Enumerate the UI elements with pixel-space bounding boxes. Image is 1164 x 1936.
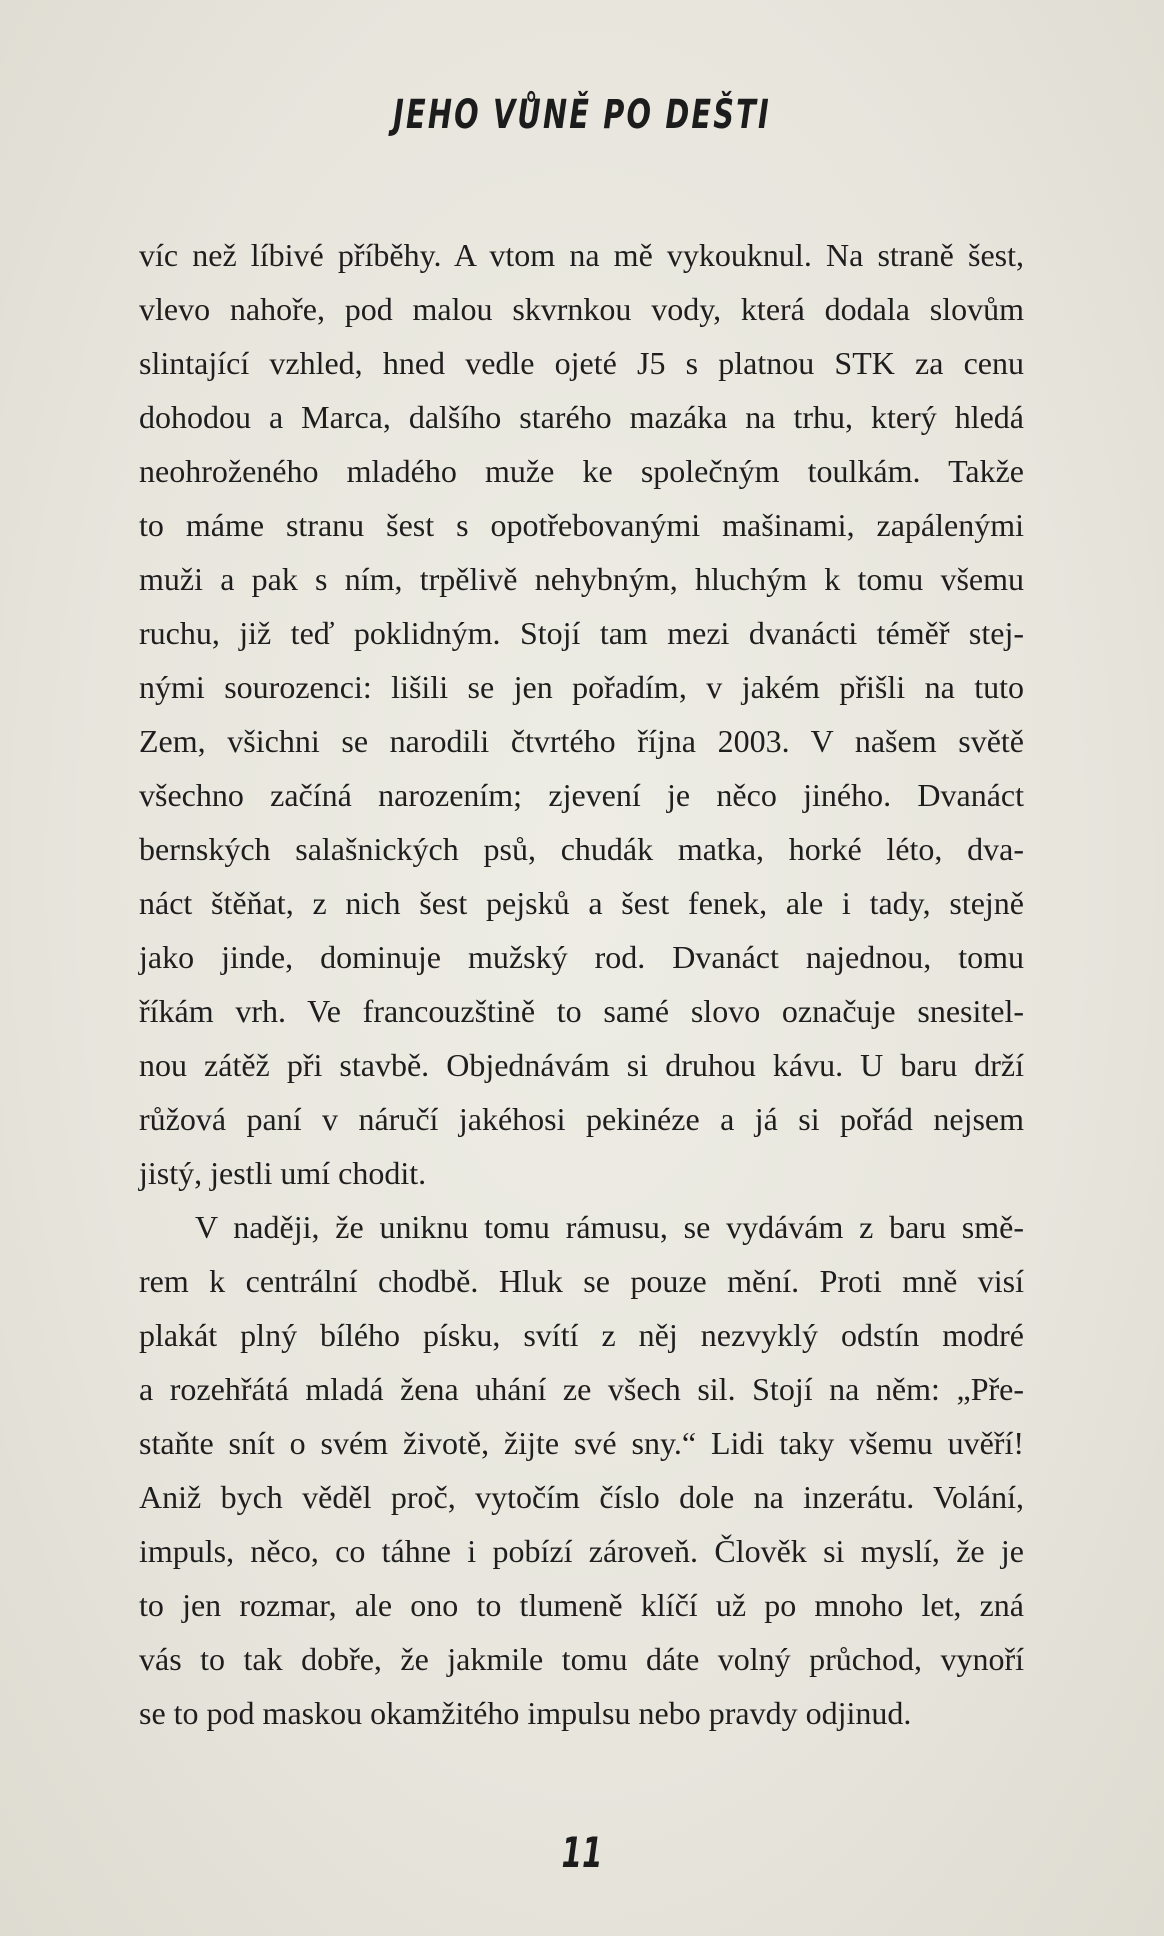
paragraph-2 [139,1200,1024,1740]
text-line: rem k centrální chodbě. Hluk se pouze mění. Proti mně visí [139,1263,1024,1299]
text-line: náct štěňat, z nich šest pejsků a šest fenek, ale i tady, stejně [139,885,1024,921]
text-line: říkám vrh. Ve francouzštině to samé slovo označuje snesitel- [139,993,1024,1029]
text-line: růžová paní v náručí jakéhosi pekinéze a já si pořád nejsem [139,1101,1024,1137]
text-line: V naději, že uniknu tomu rámusu, se vydávám z baru smě- [195,1209,1024,1245]
paragraph-1 [139,228,1024,1200]
text-line: staňte snít o svém životě, žijte své sny.“ Lidi taky všemu uvěří! [139,1425,1024,1461]
text-line: nými sourozenci: lišili se jen pořadím, v jakém přišli na tuto [139,669,1024,705]
text-line: muži a pak s ním, trpělivě nehybným, hluchým k tomu všemu [139,561,1024,597]
text-line: slintající vzhled, hned vedle ojeté J5 s platnou STK za cenu [139,345,1024,381]
text-line: jako jinde, dominuje mužský rod. Dvanáct najednou, tomu [139,939,1024,975]
text-line: Zem, všichni se narodili čtvrtého října 2003. V našem světě [139,723,1024,759]
text-line: a rozehřátá mladá žena uhání ze všech sil. Stojí na něm: „Pře- [139,1371,1024,1407]
body-text [139,228,1024,1740]
text-line: víc než líbivé příběhy. A vtom na mě vykouknul. Na straně šest, [139,237,1024,273]
text-line: Aniž bych věděl proč, vytočím číslo dole na inzerátu. Volání, [139,1479,1024,1515]
text-line: plakát plný bílého písku, svítí z něj nezvyklý odstín modré [139,1317,1024,1353]
text-line: nou zátěž při stavbě. Objednávám si druhou kávu. U baru drží [139,1047,1024,1083]
text-line: bernských salašnických psů, chudák matka, horké léto, dva- [139,831,1024,867]
text-line: impuls, něco, co táhne i pobízí zároveň. Člověk si myslí, že je [139,1533,1024,1569]
text-line: to jen rozmar, ale ono to tlumeně klíčí už po mnoho let, zná [139,1587,1024,1623]
running-title: JEHO VŮNĚ PO DEŠTI [393,92,771,138]
text-line: dohodou a Marca, dalšího starého mazáka na trhu, který hledá [139,399,1024,435]
page-number: 11 [561,1828,603,1877]
text-line: všechno začíná narozením; zjevení je něco jiného. Dvanáct [139,777,1024,813]
text-line: ruchu, již teď poklidným. Stojí tam mezi dvanácti téměř stej- [139,615,1024,651]
text-line: vás to tak dobře, že jakmile tomu dáte volný průchod, vynoří [139,1641,1024,1677]
text-line: to máme stranu šest s opotřebovanými mašinami, zapálenými [139,507,1024,543]
text-line: neohroženého mladého muže ke společným toulkám. Takže [139,453,1024,489]
text-line: vlevo nahoře, pod malou skvrnkou vody, která dodala slovům [139,291,1024,327]
text-line: se to pod maskou okamžitého impulsu nebo pravdy odjinud. [139,1695,912,1731]
text-line: jistý, jestli umí chodit. [139,1155,427,1191]
